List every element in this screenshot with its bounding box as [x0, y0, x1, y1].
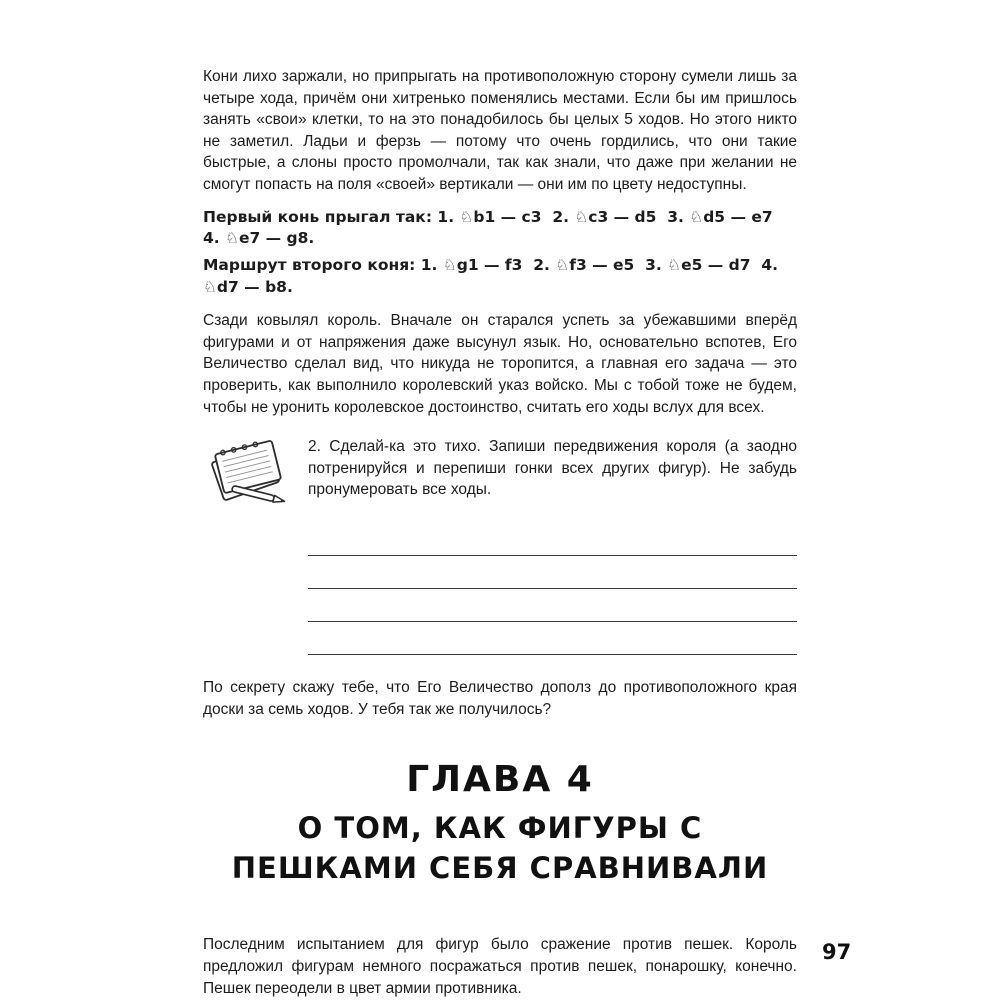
- writing-line: [308, 523, 797, 556]
- page-number: 97: [822, 940, 852, 964]
- knight-route-1: Первый конь прыгал так: 1. ♘b1 — c3 2. ♘c3 — d5 3. ♘d5 — e7 4. ♘e7 — g8.: [203, 207, 784, 247]
- notepad-pen-icon: [203, 434, 296, 517]
- chapter-subtitle: О ТОМ, КАК ФИГУРЫ С ПЕШКАМИ СЕБЯ СРАВНИВАЛИ: [231, 811, 769, 886]
- page-content: [203, 66, 797, 999]
- knight-route-2: Маршрут второго коня: 1. ♘g1 — f3 2. ♘f3 — e5 3. ♘e5 — d7 4. ♘d7 — b8.: [203, 256, 784, 296]
- task-text: 2. Сделай-ка это тихо. Запиши передвижения короля (а заодно потренируйся и перепиши гонки всех других фигур). Не забудь пронумеровать все ходы.: [308, 438, 797, 499]
- paragraph-pawns: Последним испытанием для фигур было сражение против пешек. Король предложил фигурам немного посражаться против пешек, понарошку, конечно. Пешек переодели в цвет армии противника.: [203, 936, 797, 997]
- chapter-title: ГЛАВА 4: [406, 759, 594, 801]
- paragraph-king: Сзади ковылял король. Вначале он старался успеть за убежавшими вперёд фигурами и от напряжения даже высунул язык. Но, основательно вспотев, Его Величество сделал вид, что никуда не торопится, а главная его задача — это проверить, как выполнило королевский указ войско. Мы с тобой тоже не будем, чтобы не уронить королевское достоинство, считать его ходы вслух для всех.: [203, 312, 797, 416]
- task-block: [203, 436, 797, 517]
- writing-line: [308, 556, 797, 589]
- writing-lines: [308, 523, 797, 655]
- paragraph-knights: Кони лихо заржали, но припрыгать на противоположную сторону сумели лишь за четыре хода, причём они хитренько поменялись местами. Если бы им пришлось занять «свои» клетки, то на это понадобилось бы целых 5 ходов. Но этого никто не заметил. Ладьи и ферзь — потому что очень гордились, что они такие быстрые, а слоны просто промолчали, так как знали, что даже при желании не смогут попасть на поля «своей» вертикали — они им по цвету недоступны.: [203, 68, 797, 193]
- chapter-heading: [203, 760, 797, 888]
- paragraph-secret: По секрету скажу тебе, что Его Величество дополз до противоположного края доски за семь ходов. У тебя так же получилось?: [203, 679, 797, 718]
- writing-line: [308, 622, 797, 655]
- writing-line: [308, 589, 797, 622]
